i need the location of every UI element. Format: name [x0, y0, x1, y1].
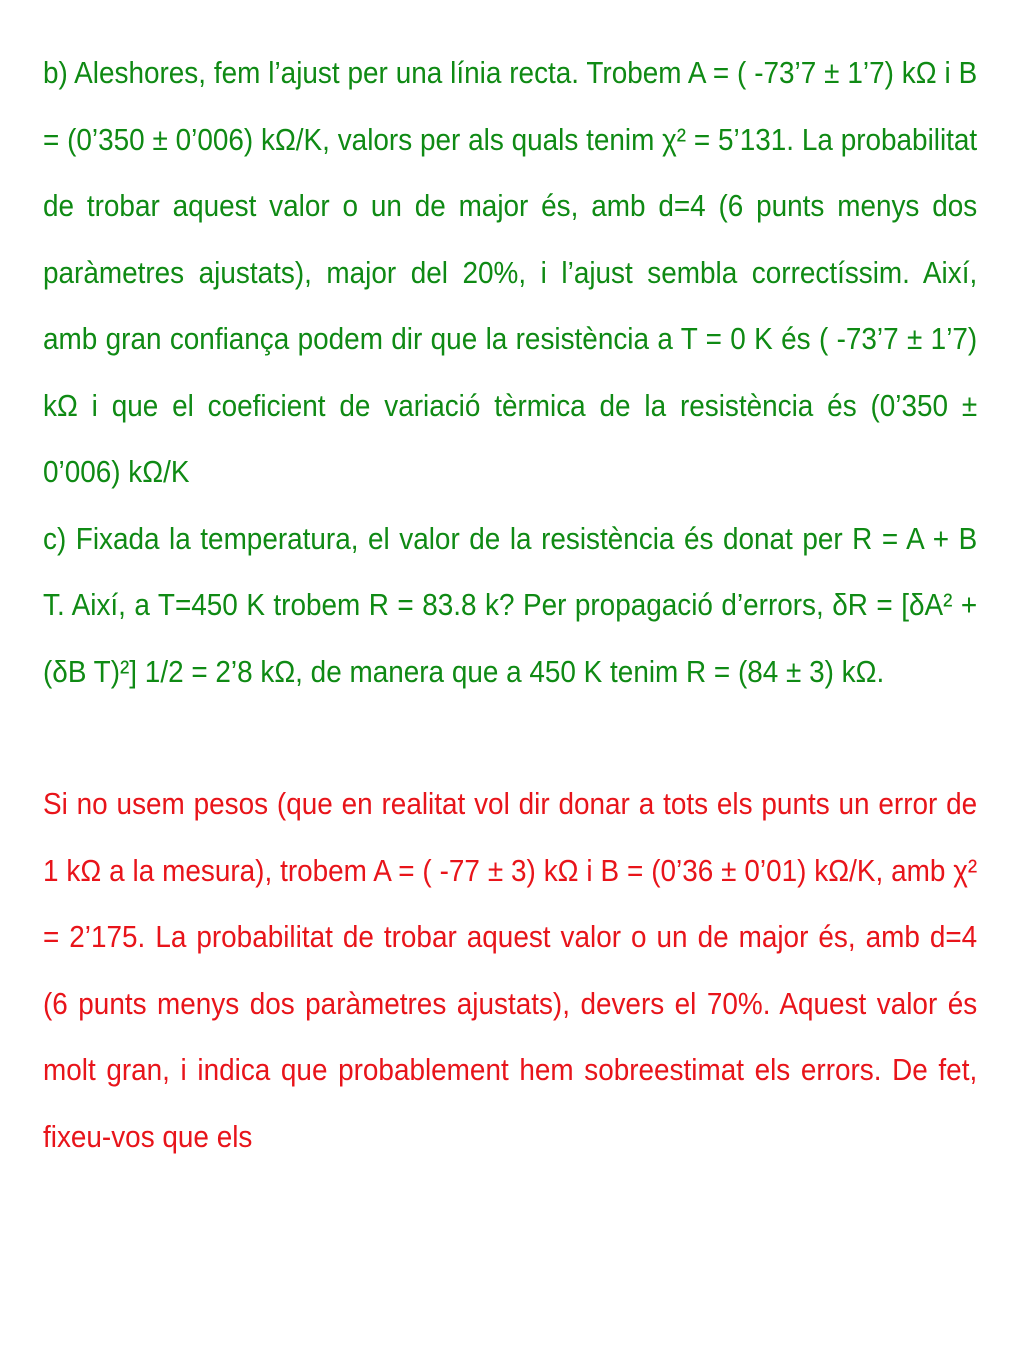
- paragraph-no-weights: Si no usem pesos (que en realitat vol dir donar a tots els punts un error de 1 kΩ a la mesura), trobem A = ( -77 ± 3) kΩ i B = (0’36 ± 0’01) kΩ/K, amb χ² = 2’175. La probabilitat de trobar aquest valor o un de major és, amb d=4 (6 punts menys dos paràmetres ajustats), devers el 70%. Aquest valor és molt gran, i indica que probablement hem sobreestimat els errors. De fet, fixeu-vos que els: [43, 786, 978, 1154]
- paragraph-part-c: c) Fixada la temperatura, el valor de la resistència és donat per R = A + B T. Així, a T=450 K trobem R = 83.8 k? Per propagació d’errors, δR = [δA² + (δB T)²] 1/2 = 2’8 kΩ, de manera que a 450 K tenim R = (84 ± 3) kΩ.: [43, 520, 978, 689]
- paragraph-spacer: [43, 705, 977, 771]
- paragraph-part-b: b) Aleshores, fem l’ajust per una línia recta. Trobem A = ( -73’7 ± 1’7) kΩ i B = (0’350 ± 0’006) kΩ/K, valors per als quals tenim χ² = 5’131. La probabilitat de trobar aquest valor o un de major és, amb d=4 (6 punts menys dos paràmetres ajustats), major del 20%, i l’ajust sembla correctíssim. Així, amb gran confiança podem dir que la resistència a T = 0 K és ( -73’7 ± 1’7) kΩ i que el coeficient de variació tèrmica de la resistència és (0’350 ± 0’006) kΩ/K: [43, 55, 978, 489]
- document-page: [43, 40, 977, 1170]
